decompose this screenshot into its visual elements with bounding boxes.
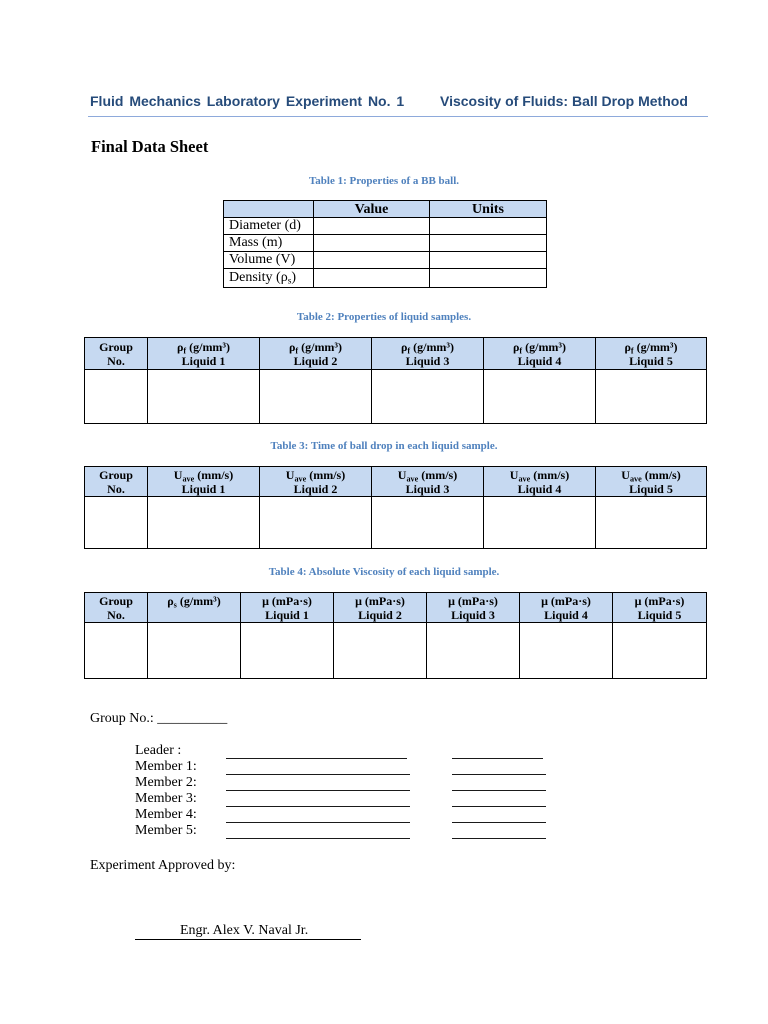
table4-cell-liquid-1 xyxy=(241,623,334,679)
subscript: f xyxy=(407,345,411,355)
roster-label: Member 4: xyxy=(135,807,197,822)
symbol: ρ xyxy=(512,339,520,354)
page-title: Final Data Sheet xyxy=(91,137,209,156)
table2-header-liquid-2 xyxy=(260,338,372,370)
symbol: μ xyxy=(448,593,455,608)
table3-header-group xyxy=(85,467,148,497)
symbol: μ xyxy=(262,593,269,608)
table1-caption: Table 1: Properties of a BB ball. xyxy=(308,175,460,187)
table1-header-row xyxy=(224,201,547,218)
table3-header-row xyxy=(85,467,707,497)
table2-cell-group xyxy=(85,370,148,424)
table2-header-group xyxy=(85,338,148,370)
signature-blank-line xyxy=(452,838,546,839)
symbol: U xyxy=(621,467,630,482)
liquid-label: Liquid 3 xyxy=(451,607,495,622)
table3-cell-liquid-1 xyxy=(148,497,260,549)
unit: (g/mm³) xyxy=(301,339,343,354)
liquid-label: Liquid 2 xyxy=(293,481,338,496)
unit: (mPa·s) xyxy=(457,593,498,608)
table2-cell-liquid-3 xyxy=(372,370,484,424)
unit: (mPa·s) xyxy=(644,593,685,608)
no-label: No. xyxy=(107,607,125,622)
table1-units-cell xyxy=(430,252,547,269)
table4-header-group xyxy=(85,593,148,623)
table4-absolute-viscosity xyxy=(84,592,707,679)
table2-cell-liquid-2 xyxy=(260,370,372,424)
table3-header-liquid-2 xyxy=(260,467,372,497)
liquid-label: Liquid 4 xyxy=(517,481,562,496)
table2-header-liquid-3 xyxy=(372,338,484,370)
table2-header-row xyxy=(85,338,707,370)
unit: (mm/s) xyxy=(197,467,234,482)
liquid-label: Liquid 3 xyxy=(405,481,450,496)
table3-cell-liquid-2 xyxy=(260,497,372,549)
unit: (mPa·s) xyxy=(550,593,591,608)
table3-cell-liquid-3 xyxy=(372,497,484,549)
table1-value-cell xyxy=(314,269,430,288)
group-label: Group xyxy=(99,467,133,482)
liquid-label: Liquid 5 xyxy=(637,607,682,622)
table2-header-liquid-5 xyxy=(596,338,707,370)
table3-header-liquid-4 xyxy=(484,467,596,497)
liquid-label: Liquid 4 xyxy=(544,607,588,622)
table2-caption: Table 2: Properties of liquid samples. xyxy=(296,311,472,323)
approver-name: Engr. Alex V. Naval Jr. xyxy=(180,923,309,938)
roster-row-member-1 xyxy=(135,759,555,775)
table3-cell-group xyxy=(85,497,148,549)
liquid-label: Liquid 5 xyxy=(629,481,673,496)
unit: (mPa·s) xyxy=(364,593,405,608)
unit: (g/mm³) xyxy=(189,339,231,354)
liquid-label: Liquid 4 xyxy=(517,353,562,368)
roster-label: Member 5: xyxy=(135,823,197,838)
roster-label: Leader : xyxy=(135,743,182,758)
table4-cell-liquid-3 xyxy=(427,623,520,679)
table4-cell-liquid-4 xyxy=(520,623,613,679)
table4-header-liquid-2 xyxy=(334,593,427,623)
table4-cell-liquid-5 xyxy=(613,623,707,679)
unit: (mPa·s) xyxy=(271,593,312,608)
table4-header-liquid-1 xyxy=(241,593,334,623)
unit: (mm/s) xyxy=(644,467,681,482)
approver-signature-line xyxy=(135,923,361,940)
symbol: ρ xyxy=(288,339,296,354)
roster-row-member-5 xyxy=(135,823,555,839)
subscript: s xyxy=(173,600,177,610)
unit: (mm/s) xyxy=(309,467,346,482)
symbol: ρ xyxy=(176,339,184,354)
table4-header-ball-density xyxy=(148,593,241,623)
symbol: ρ xyxy=(167,594,174,608)
table1-value-cell xyxy=(314,235,430,252)
unit: (g/mm³) xyxy=(179,594,221,608)
table3-cell-liquid-5 xyxy=(596,497,707,549)
density-subscript: s xyxy=(287,276,292,287)
symbol: μ xyxy=(355,593,362,608)
table2-liquid-properties xyxy=(84,337,707,424)
table3-header-liquid-5 xyxy=(596,467,707,497)
table3-caption: Table 3: Time of ball drop in each liquid sample. xyxy=(270,440,498,452)
roster-label: Member 1: xyxy=(135,759,197,774)
unit: (g/mm³) xyxy=(525,339,567,354)
unit: (g/mm³) xyxy=(413,339,455,354)
table3-cell-liquid-4 xyxy=(484,497,596,549)
table1-header-blank xyxy=(224,201,314,218)
symbol: μ xyxy=(634,593,642,608)
subscript: ave xyxy=(406,473,419,483)
table2-header-liquid-4 xyxy=(484,338,596,370)
table3-header-liquid-1 xyxy=(148,467,260,497)
table4-header-liquid-5 xyxy=(613,593,707,623)
roster-row-member-4 xyxy=(135,807,555,823)
table1-units-cell xyxy=(430,269,547,288)
table1-row-label: Volume (V) xyxy=(224,252,314,269)
table4-cell-liquid-2 xyxy=(334,623,427,679)
table1-row-label: Diameter (d) xyxy=(224,218,314,235)
density-label-text: Density (ρ xyxy=(229,270,288,285)
table3-ball-drop-times xyxy=(84,466,707,549)
table1-value-cell xyxy=(314,252,430,269)
name-blank-line xyxy=(226,838,410,839)
header-topic: Viscosity of Fluids: Ball Drop Method xyxy=(440,93,688,109)
approval-label: Experiment Approved by: xyxy=(90,858,236,873)
roster-label: Member 2: xyxy=(135,775,197,790)
table4-caption: Table 4: Absolute Viscosity of each liquid sample. xyxy=(268,566,500,578)
roster-row-leader xyxy=(135,743,555,759)
liquid-label: Liquid 1 xyxy=(265,607,309,622)
symbol: U xyxy=(509,467,519,482)
liquid-label: Liquid 3 xyxy=(405,353,450,368)
roster-label: Member 3: xyxy=(135,791,197,806)
table4-cell-ball-density xyxy=(148,623,241,679)
subscript: ave xyxy=(182,473,195,483)
table1-row-label: Mass (m) xyxy=(224,235,314,252)
liquid-label: Liquid 5 xyxy=(629,353,673,368)
table2-data-row xyxy=(85,370,707,424)
table4-header-liquid-4 xyxy=(520,593,613,623)
table1-value-cell xyxy=(314,218,430,235)
table1-row-diameter xyxy=(224,218,547,235)
table1-header-value: Value xyxy=(314,201,430,218)
table4-data-row xyxy=(85,623,707,679)
subscript: ave xyxy=(294,473,307,483)
liquid-label: Liquid 1 xyxy=(181,353,226,368)
table1-row-volume xyxy=(224,252,547,269)
table1-row-mass xyxy=(224,235,547,252)
subscript: ave xyxy=(629,473,642,483)
symbol: U xyxy=(285,467,295,482)
table1-units-cell xyxy=(430,218,547,235)
table4-cell-group xyxy=(85,623,148,679)
header-rule xyxy=(88,116,708,117)
table1-row-label xyxy=(224,269,314,288)
liquid-label: Liquid 2 xyxy=(293,353,338,368)
group-roster xyxy=(135,743,555,839)
table2-cell-liquid-1 xyxy=(148,370,260,424)
symbol: U xyxy=(397,467,407,482)
unit: (mm/s) xyxy=(421,467,458,482)
unit: (mm/s) xyxy=(533,467,570,482)
symbol: ρ xyxy=(400,339,408,354)
subscript: f xyxy=(295,345,299,355)
subscript: f xyxy=(183,345,187,355)
no-label: No. xyxy=(107,353,125,368)
table1-header-units: Units xyxy=(430,201,547,218)
symbol: ρ xyxy=(624,339,631,354)
table2-cell-liquid-5 xyxy=(596,370,707,424)
symbol: μ xyxy=(541,593,548,608)
table2-header-liquid-1 xyxy=(148,338,260,370)
group-label: Group xyxy=(99,339,133,354)
table3-data-row xyxy=(85,497,707,549)
table1-bb-ball-properties xyxy=(223,200,547,288)
group-number-field: Group No.: __________ xyxy=(90,711,228,726)
table1-row-density xyxy=(224,269,547,288)
table1-units-cell xyxy=(430,235,547,252)
group-label: Group xyxy=(99,593,133,608)
no-label: No. xyxy=(107,481,125,496)
table4-header-row xyxy=(85,593,707,623)
header-experiment-title: Fluid Mechanics Laboratory Experiment No. 1 xyxy=(90,93,405,109)
roster-row-member-3 xyxy=(135,791,555,807)
table4-header-liquid-3 xyxy=(427,593,520,623)
unit: (g/mm³) xyxy=(636,339,678,354)
table2-cell-liquid-4 xyxy=(484,370,596,424)
symbol: U xyxy=(173,467,183,482)
liquid-label: Liquid 2 xyxy=(358,607,402,622)
density-label-tail: ) xyxy=(291,270,297,285)
subscript: ave xyxy=(518,473,531,483)
roster-row-member-2 xyxy=(135,775,555,791)
table3-header-liquid-3 xyxy=(372,467,484,497)
liquid-label: Liquid 1 xyxy=(181,481,226,496)
subscript: f xyxy=(630,345,634,355)
subscript: f xyxy=(519,345,523,355)
